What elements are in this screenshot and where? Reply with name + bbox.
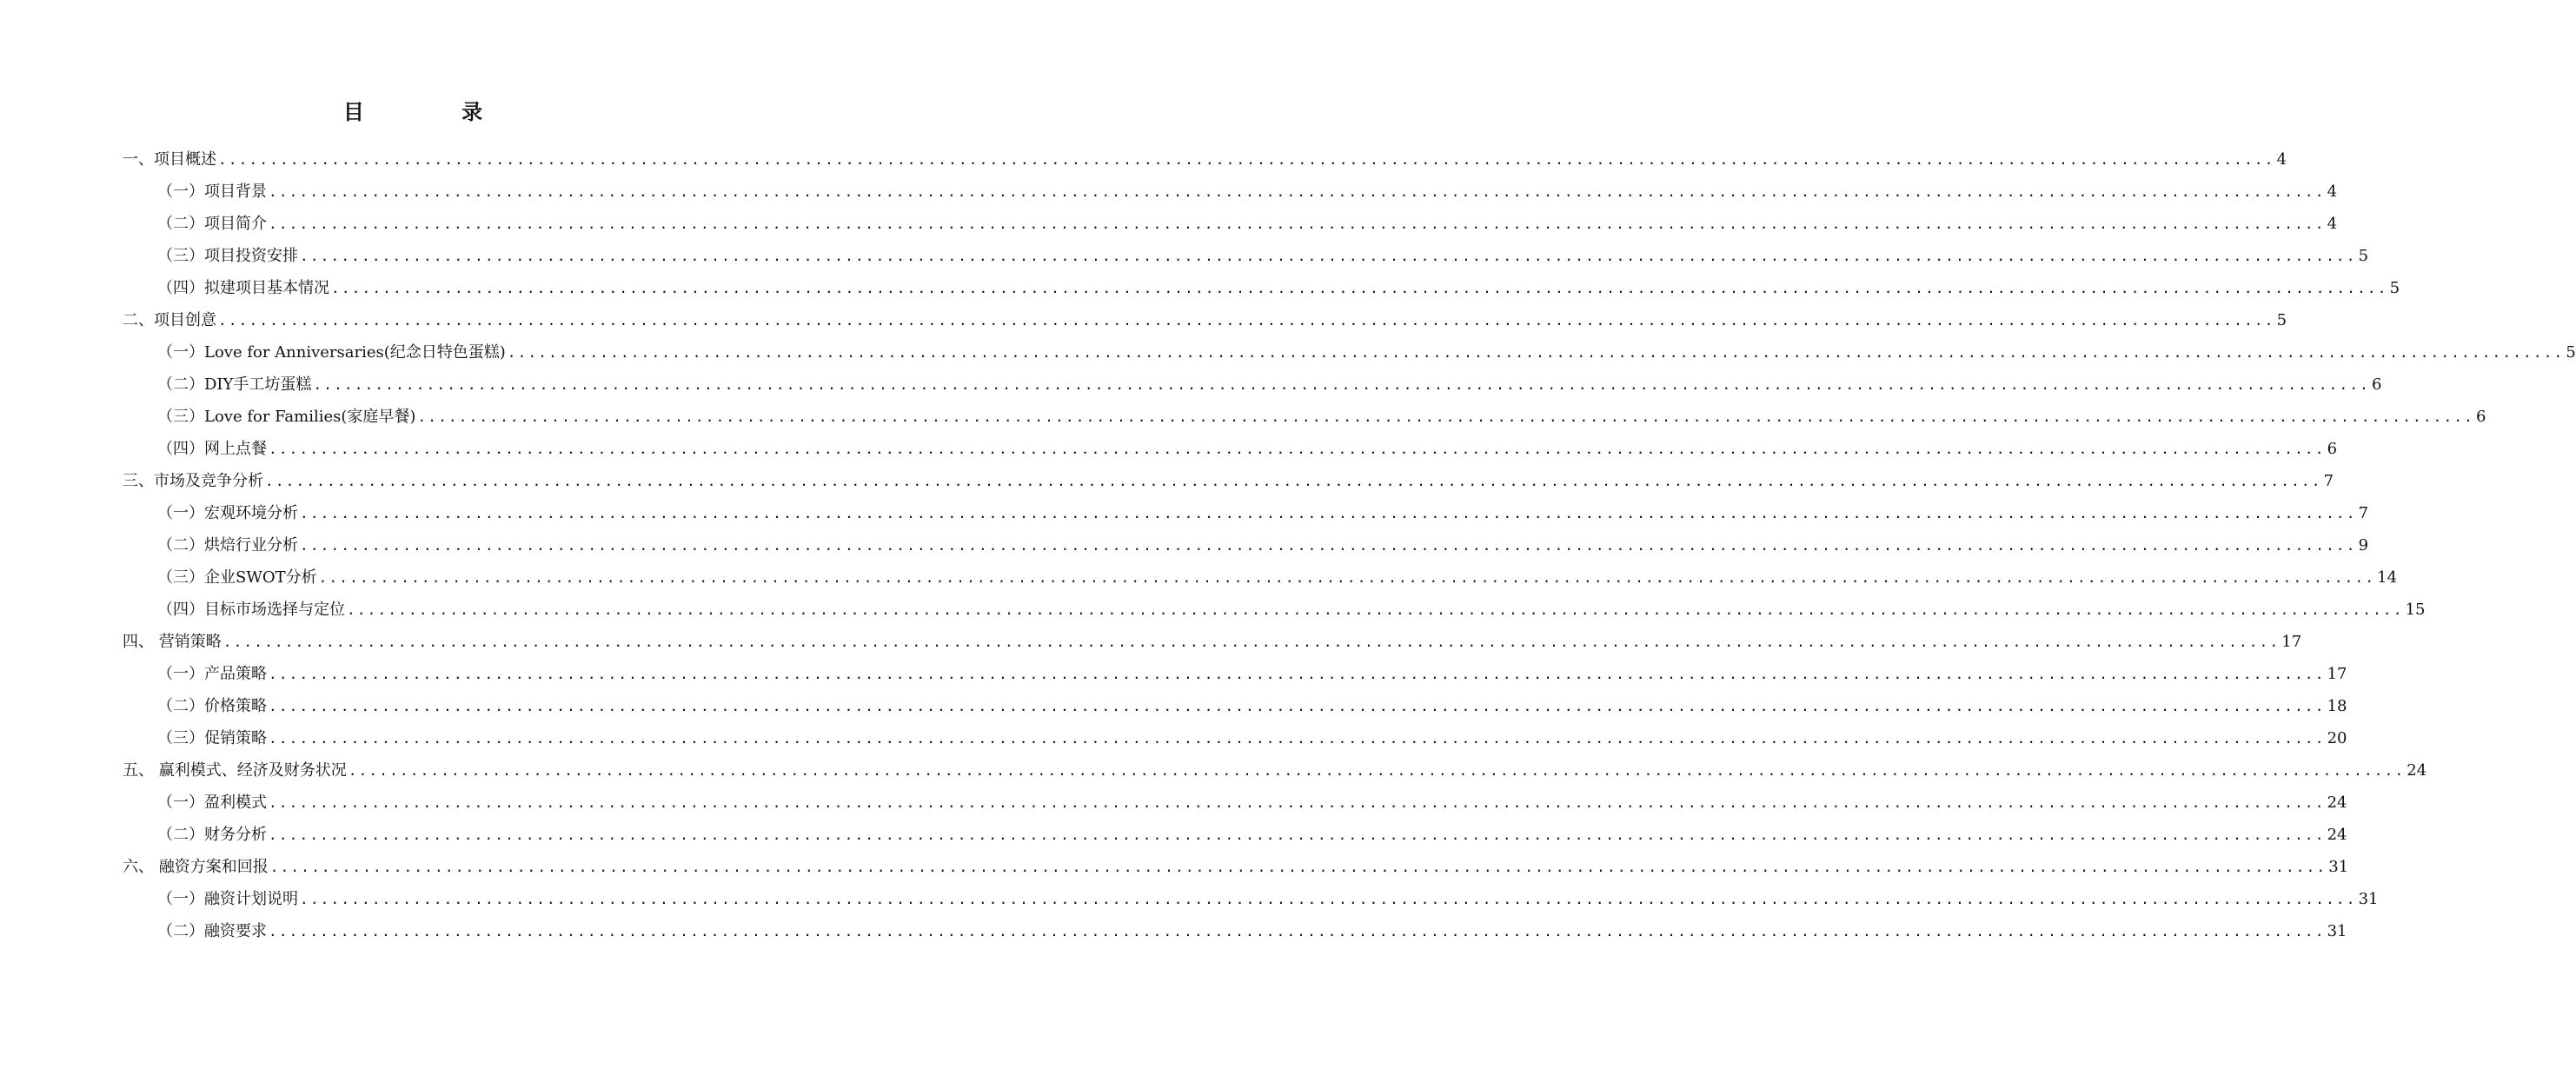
toc-page-number: 31 <box>2358 890 2379 908</box>
toc-dot-leader: ........................................................................................................................................................................................................ <box>269 698 2326 714</box>
toc-entry-label: （二）项目简介 <box>157 215 267 233</box>
toc-page-number: 5 <box>2276 311 2287 329</box>
toc-entry-label: （二）DIY手工坊蛋糕 <box>157 375 312 394</box>
toc-section-entry[interactable] <box>157 722 2347 754</box>
toc-page-number: 17 <box>2327 665 2347 683</box>
toc-dot-leader: ........................................................................................................................................................................................................ <box>300 537 2357 554</box>
toc-page-number: 24 <box>2407 761 2427 780</box>
toc-chapter-entry[interactable] <box>123 851 2349 883</box>
toc-chapter-entry[interactable] <box>123 754 2427 787</box>
toc-section-entry[interactable] <box>157 658 2347 690</box>
toc-entry-label: （一）Love for Anniversaries(纪念日特色蛋糕) <box>157 343 506 362</box>
toc-page-number: 5 <box>2358 247 2369 265</box>
toc-entry-label: （一）宏观环境分析 <box>157 504 298 522</box>
toc-page-number: 14 <box>2377 568 2398 587</box>
toc-section-entry[interactable] <box>157 240 2369 272</box>
toc-section-entry[interactable] <box>157 401 2486 433</box>
toc-page-number: 20 <box>2327 729 2347 747</box>
toc-entry-label: 六、 融资方案和回报 <box>123 858 269 876</box>
toc-section-entry[interactable] <box>157 883 2379 915</box>
toc-section-entry[interactable] <box>157 561 2398 594</box>
toc-page-number: 4 <box>2327 183 2338 201</box>
toc-page-number: 5 <box>2389 279 2400 297</box>
toc-page-number: 31 <box>2328 858 2349 876</box>
toc-dot-leader: ........................................................................................................................................................................................................ <box>331 280 2388 296</box>
toc-page-number: 6 <box>2372 375 2382 394</box>
toc-dot-leader: ........................................................................................................................................................................................................ <box>269 666 2326 682</box>
toc-section-entry[interactable] <box>157 690 2347 722</box>
toc-dot-leader: ........................................................................................................................................................................................................ <box>218 312 2275 329</box>
toc-dot-leader: ........................................................................................................................................................................................................ <box>269 183 2326 200</box>
toc-section-entry[interactable] <box>157 529 2369 561</box>
toc-section-entry[interactable] <box>157 787 2347 819</box>
toc-dot-leader: ........................................................................................................................................................................................................ <box>269 441 2326 457</box>
toc-dot-leader: ........................................................................................................................................................................................................ <box>265 473 2322 489</box>
toc-section-entry[interactable] <box>157 272 2400 304</box>
toc-dot-leader: ........................................................................................................................................................................................................ <box>269 794 2326 811</box>
toc-dot-leader: ........................................................................................................................................................................................................ <box>318 569 2376 586</box>
toc-entry-label: （三）项目投资安排 <box>157 247 298 265</box>
toc-page-number: 5 <box>2566 343 2576 362</box>
toc-page-number: 9 <box>2358 536 2369 554</box>
toc-page-number: 4 <box>2327 215 2338 233</box>
toc-dot-leader: ........................................................................................................................................................................................................ <box>348 762 2406 779</box>
toc-entry-label: 四、 营销策略 <box>123 633 222 651</box>
toc-entry-label: （二）财务分析 <box>157 826 267 844</box>
toc-dot-leader: ........................................................................................................................................................................................................ <box>269 730 2326 747</box>
toc-entry-label: （四）拟建项目基本情况 <box>157 279 329 297</box>
toc-dot-leader: ........................................................................................................................................................................................................ <box>300 505 2357 521</box>
toc-page-number: 7 <box>2323 472 2334 490</box>
toc-page-number: 17 <box>2281 633 2302 651</box>
toc-page-number: 18 <box>2327 697 2347 715</box>
toc-dot-leader: ........................................................................................................................................................................................................ <box>222 634 2281 650</box>
toc-section-entry[interactable] <box>157 176 2338 208</box>
toc-dot-leader: ........................................................................................................................................................................................................ <box>269 216 2326 232</box>
toc-page-number: 4 <box>2276 150 2287 169</box>
toc-section-entry[interactable] <box>157 369 2382 401</box>
toc-entry-label: （一）项目背景 <box>157 183 267 201</box>
toc-section-entry[interactable] <box>157 497 2369 529</box>
toc-page-number: 24 <box>2327 826 2347 844</box>
toc-chapter-entry[interactable] <box>123 465 2334 497</box>
toc-section-entry[interactable] <box>157 819 2347 851</box>
page-title: 目 录 <box>342 100 528 124</box>
toc-dot-leader: ........................................................................................................................................................................................................ <box>269 827 2326 843</box>
toc-entry-label: （二）烘焙行业分析 <box>157 536 298 554</box>
toc-page-number: 24 <box>2327 793 2347 812</box>
toc-entry-label: （三）企业SWOT分析 <box>157 568 317 587</box>
toc-entry-label: 三、市场及竞争分析 <box>123 472 263 490</box>
toc-dot-leader: ........................................................................................................................................................................................................ <box>218 151 2275 168</box>
toc-page-number: 31 <box>2327 922 2347 940</box>
toc-dot-leader: ........................................................................................................................................................................................................ <box>417 408 2474 425</box>
toc-page-number: 6 <box>2476 408 2486 426</box>
toc-entry-label: （三）Love for Families(家庭早餐) <box>157 408 416 426</box>
toc-chapter-entry[interactable] <box>123 143 2287 176</box>
toc-entry-label: （一）融资计划说明 <box>157 890 298 908</box>
toc-entry-label: （四）目标市场选择与定位 <box>157 601 345 619</box>
toc-section-entry[interactable] <box>157 336 2576 369</box>
toc-entry-label: （一）产品策略 <box>157 665 267 683</box>
toc-dot-leader: ........................................................................................................................................................................................................ <box>300 248 2357 264</box>
toc-page-number: 7 <box>2358 504 2369 522</box>
toc-section-entry[interactable] <box>157 208 2338 240</box>
toc-entry-label: （四）网上点餐 <box>157 440 267 458</box>
toc-dot-leader: ........................................................................................................................................................................................................ <box>269 859 2327 875</box>
toc-section-entry[interactable] <box>157 915 2347 947</box>
toc-entry-label: （三）促销策略 <box>157 729 267 747</box>
toc-entry-label: （二）融资要求 <box>157 922 267 940</box>
toc-dot-leader: ........................................................................................................................................................................................................ <box>269 923 2326 940</box>
toc-entry-label: 五、 赢利模式、经济及财务状况 <box>123 761 347 780</box>
toc-entry-label: （二）价格策略 <box>157 697 267 715</box>
toc-dot-leader: ........................................................................................................................................................................................................ <box>300 891 2357 907</box>
toc-dot-leader: ........................................................................................................................................................................................................ <box>313 376 2370 393</box>
toc-page-number: 15 <box>2405 601 2426 619</box>
toc-chapter-entry[interactable] <box>123 304 2287 336</box>
toc-entry-label: 一、项目概述 <box>123 150 216 169</box>
toc-page-number: 6 <box>2327 440 2338 458</box>
toc-chapter-entry[interactable] <box>123 626 2302 658</box>
toc-entry-label: 二、项目创意 <box>123 311 216 329</box>
toc-section-entry[interactable] <box>157 433 2338 465</box>
toc-dot-leader: ........................................................................................................................................................................................................ <box>347 601 2404 618</box>
toc-dot-leader: ........................................................................................................................................................................................................ <box>507 344 2565 361</box>
toc-section-entry[interactable] <box>157 594 2426 626</box>
toc-entry-label: （一）盈利模式 <box>157 793 267 812</box>
